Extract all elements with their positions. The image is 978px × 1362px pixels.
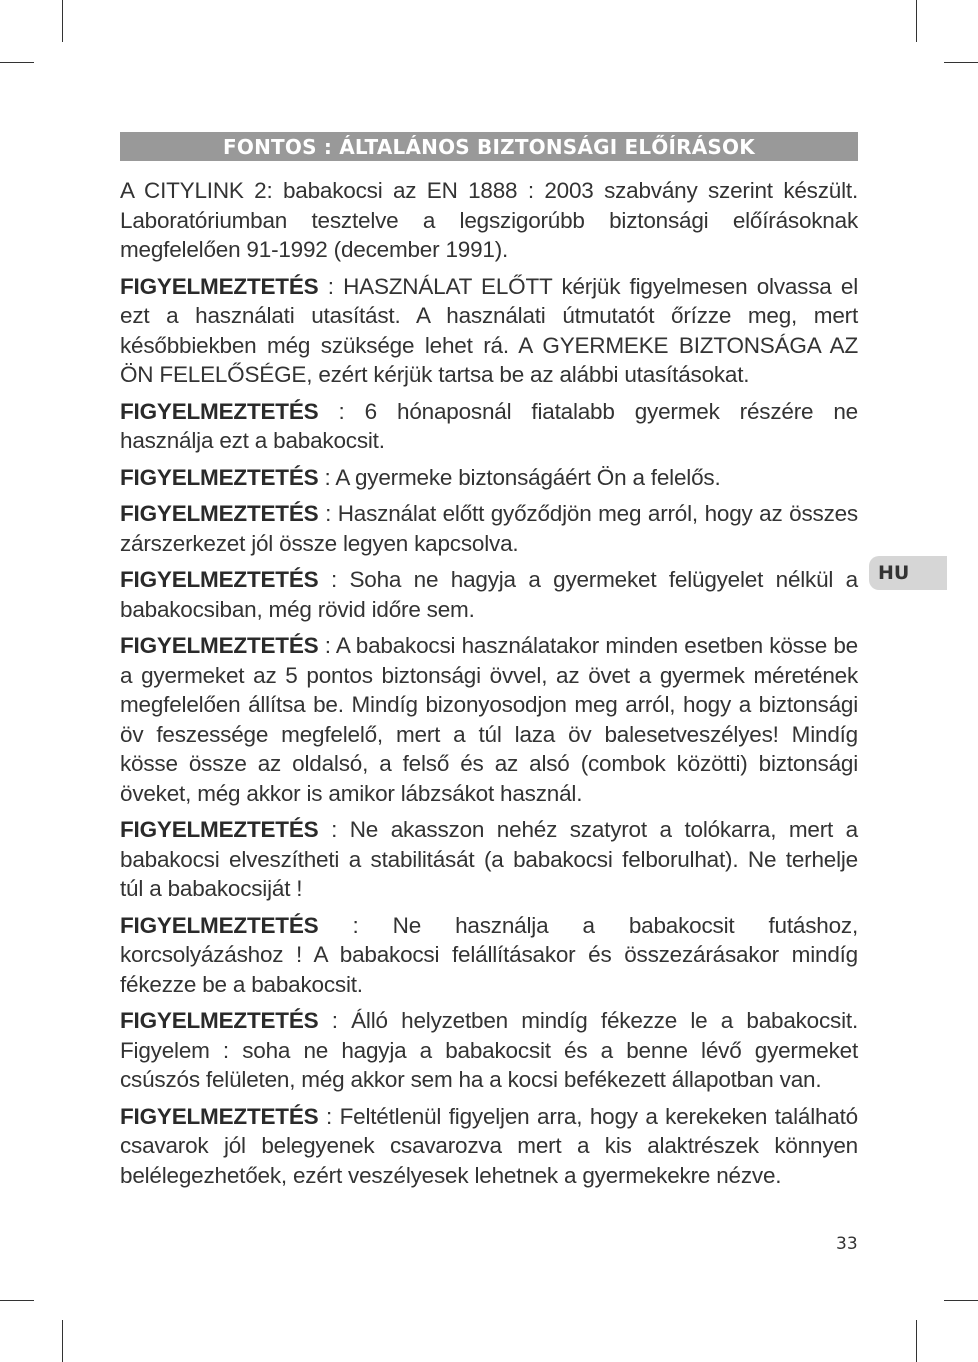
crop-mark bbox=[0, 1300, 34, 1301]
crop-mark bbox=[62, 0, 63, 42]
language-label: HU bbox=[878, 562, 910, 584]
crop-mark bbox=[62, 1320, 63, 1362]
language-tab bbox=[869, 556, 947, 590]
warning-label: FIGYELMEZTETÉS bbox=[120, 1008, 319, 1033]
section-banner bbox=[120, 132, 858, 161]
crop-mark bbox=[0, 62, 34, 63]
safety-text bbox=[120, 176, 858, 1197]
warning-label: FIGYELMEZTETÉS bbox=[120, 398, 319, 424]
warning-paragraph: FIGYELMEZTETÉS : Használat előtt győződjön meg arról, hogy az összes zárszerkezet jól össze legyen kapcsolva. bbox=[120, 501, 858, 556]
warning-label: FIGYELMEZTETÉS bbox=[120, 912, 319, 938]
warning-paragraph: FIGYELMEZTETÉS : Soha ne hagyja a gyermeket felügyelet nélkül a babakocsiban, még rövid időre sem. bbox=[120, 567, 858, 622]
warning-paragraph: FIGYELMEZTETÉS : 6 hónaposnál fiatalabb gyermek részére ne használja ezt a babakocsit. bbox=[120, 398, 858, 453]
warning-label: FIGYELMEZTETÉS bbox=[120, 464, 319, 490]
crop-mark bbox=[944, 62, 978, 63]
crop-mark bbox=[916, 0, 917, 42]
warning-label: FIGYELMEZTETÉS bbox=[120, 273, 319, 299]
warning-paragraph: FIGYELMEZTETÉS : HASZNÁLAT ELŐTT kérjük figyelmesen olvassa el ezt a használati utasítást. A használati útmutatót őrízze meg, mert későbbiekben még szüksége lehet rá. A GYERMEKE BIZTONSÁGA AZ ÖN FELELŐSÉGE, ezért kérjük tartsa be az alábbi utasításokat. bbox=[120, 273, 858, 387]
warning-label: FIGYELMEZTETÉS bbox=[120, 633, 319, 658]
warning-paragraph: FIGYELMEZTETÉS : Ne használja a babakocsit futáshoz, korcsolyázáshoz ! A babakocsi felállításakor és összezárásakor mindíg fékezze be a babakocsit. bbox=[120, 912, 858, 997]
page-number: 33 bbox=[836, 1234, 858, 1254]
section-title: FONTOS : ÁLTALÁNOS BIZTONSÁGI ELŐÍRÁSOK bbox=[223, 134, 755, 159]
warning-label: FIGYELMEZTETÉS bbox=[120, 817, 319, 842]
warning-paragraph: FIGYELMEZTETÉS : A gyermeke biztonságáért Ön a felelős. bbox=[120, 464, 721, 490]
warning-paragraph: FIGYELMEZTETÉS : Ne akasszon nehéz szatyrot a tolókarra, mert a babakocsi elveszítheti a stabilitását (a babakocsi felborulhat). Ne terhelje túl a babakocsiját ! bbox=[120, 817, 858, 901]
crop-mark bbox=[944, 1300, 978, 1301]
warning-paragraph: FIGYELMEZTETÉS : Feltétlenül figyeljen arra, hogy a kerekeken található csavarok jól belegyenek csavarozva mert a kis alaktrészek könnyen belélegezhetőek, ezért veszélyesek lehetnek a gyermekekre nézve. bbox=[120, 1103, 858, 1188]
warning-label: FIGYELMEZTETÉS bbox=[120, 567, 319, 592]
crop-mark bbox=[916, 1320, 917, 1362]
paragraph: A CITYLINK 2: babakocsi az EN 1888 : 2003 szabvány szerint készült. Laboratóriumban tesztelve a legszigorúbb biztonsági előírásoknak megfelelően 91-1992 (december 1991). bbox=[120, 178, 858, 262]
warning-paragraph: FIGYELMEZTETÉS : A babakocsi használatakor minden esetben kösse be a gyermeket az 5 pontos biztonsági övvel, az övet a gyermek méretének megfelelően állítsa be. Mindíg bizonyosodjon meg arról, hogy a biztonsági öv feszessége megfelelő, mert a túl laza öv balesetveszélyes! Mindíg kösse össze az oldalsó, a felső és az alsó (combok közötti) biztonsági öveket, még akkor is amikor lábzsákot használ. bbox=[120, 633, 858, 806]
warning-paragraph: FIGYELMEZTETÉS : Álló helyzetben mindíg fékezze le a babakocsit. Figyelem : soha ne hagyja a babakocsit és a benne lévő gyermeket csúszós felületen, még akkor sem ha a kocsi befékezett állapotban van. bbox=[120, 1008, 858, 1092]
warning-label: FIGYELMEZTETÉS bbox=[120, 501, 319, 526]
warning-label: FIGYELMEZTETÉS bbox=[120, 1103, 319, 1129]
